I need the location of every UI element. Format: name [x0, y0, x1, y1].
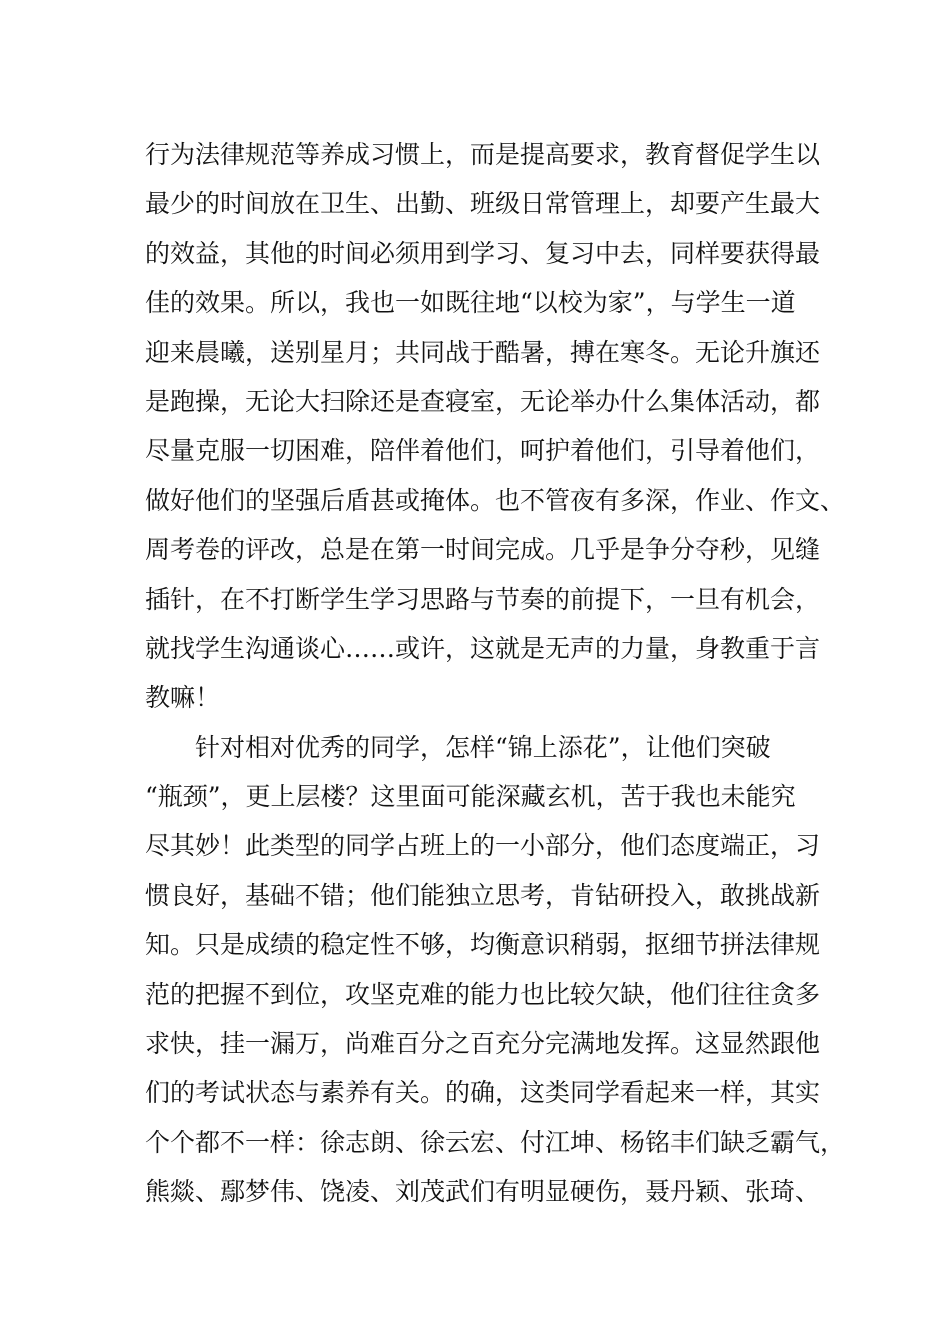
paragraph-2: [145, 723, 846, 1217]
text-line: 针对相对优秀的同学，怎样“锦上添花”，让他们突破: [195, 732, 771, 762]
text-line: “瓶颈”，更上层楼？这里面可能深藏玄机，苦于我也未能究: [145, 782, 796, 812]
text-line: 周考卷的评改，总是在第一时间完成。几乎是争分夺秒，见缝: [145, 535, 821, 565]
text-line: 个个都不一样：徐志朗、徐云宏、付江坤、杨铭丰们缺乏霸气，: [145, 1127, 846, 1157]
text-line: 惯良好，基础不错；他们能独立思考，肯钻研投入，敢挑战新: [145, 880, 821, 910]
text-line: 求快，挂一漏万，尚难百分之百充分完满地发挥。这显然跟他: [145, 1029, 821, 1059]
text-line: 熊燚、鄢梦伟、饶凌、刘茂武们有明显硬伤，聂丹颖、张琦、: [145, 1177, 821, 1207]
text-line: 知。只是成绩的稳定性不够，均衡意识稍弱，抠细节拼法律规: [145, 930, 821, 960]
text-line: 做好他们的坚强后盾甚或掩体。也不管夜有多深，作业、作文、: [145, 485, 846, 515]
text-line: 们的考试状态与素养有关。的确，这类同学看起来一样，其实: [145, 1078, 821, 1108]
text-line: 教嘛！: [145, 683, 221, 713]
text-line: 尽量克服一切困难，陪伴着他们，呵护着他们，引导着他们，: [145, 436, 821, 466]
text-line: 就找学生沟通谈心……或许，这就是无声的力量，身教重于言: [145, 633, 821, 663]
text-line: 行为法律规范等养成习惯上，而是提高要求，教育督促学生以: [145, 140, 821, 169]
text-line: 尽其妙！此类型的同学占班上的一小部分，他们态度端正，习: [145, 831, 821, 861]
paragraph-1: [145, 130, 846, 723]
text-line: 插针，在不打断学生学习思路与节奏的前提下，一旦有机会，: [145, 584, 821, 614]
text-line: 迎来晨曦，送别星月；共同战于酷暑，搏在寒冬。无论升旗还: [145, 337, 821, 367]
text-line: 是跑操，无论大扫除还是查寝室，无论举办什么集体活动，都: [145, 386, 821, 416]
text-line: 最少的时间放在卫生、出勤、班级日常管理上，却要产生最大: [145, 189, 821, 219]
body-text: [145, 130, 846, 1217]
text-line: 范的把握不到位，攻坚克难的能力也比较欠缺，他们往往贪多: [145, 979, 821, 1009]
text-line: 佳的效果。所以，我也一如既往地“以校为家”，与学生一道: [145, 288, 796, 318]
text-line: 的效益，其他的时间必须用到学习、复习中去，同样要获得最: [145, 238, 821, 268]
